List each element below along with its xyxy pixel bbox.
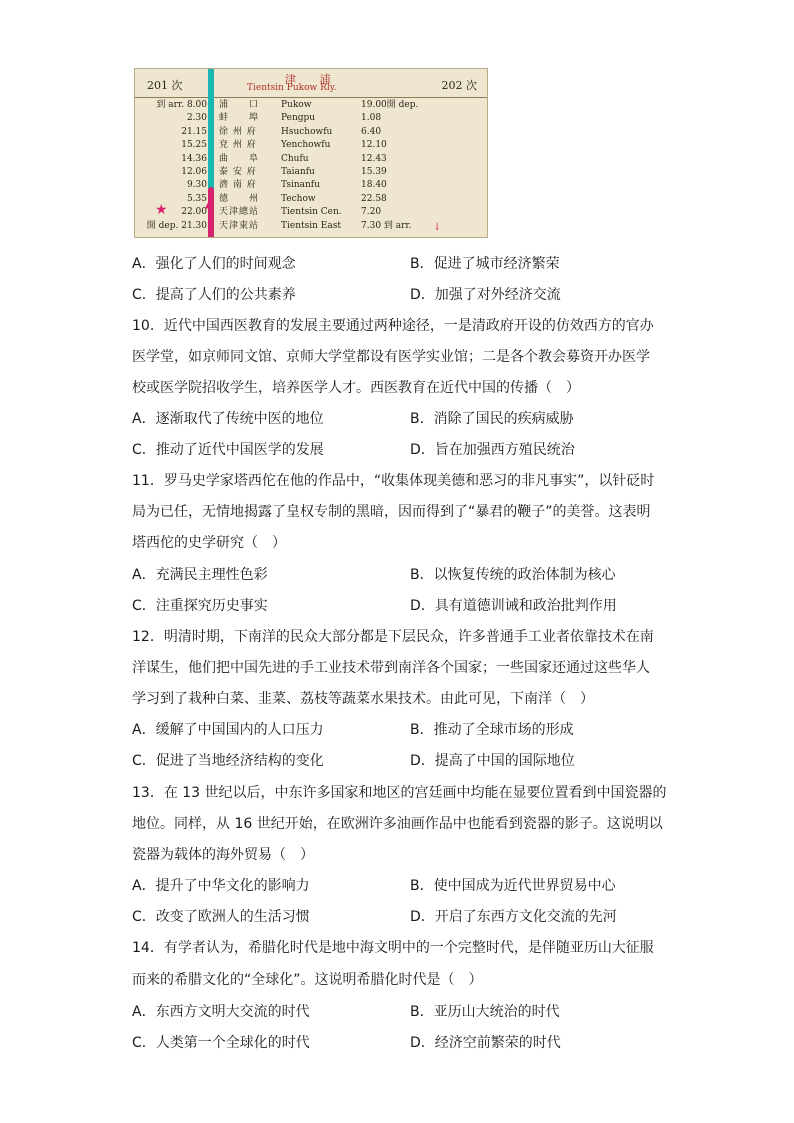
pink-route-marker [208, 187, 214, 238]
q10-stem-line1: 10．近代中国西医教育的发展主要通过两种途径，一是清政府开设的仿效西方的官办 [132, 318, 654, 334]
arrival-time: 9.30 [186, 180, 207, 191]
timetable-row [135, 126, 487, 139]
q11-stem-line2: 局为已任，无情地揭露了皇权专制的黑暗，因而得到了“暴君的鞭子”的美誉。这表明 [132, 504, 651, 520]
q13-option-c[interactable]: C．改变了欧洲人的生活习惯 [132, 909, 310, 925]
q14-stem-line1: 14．有学者认为，希腊化时代是地中海文明中的一个完整时代，是伴随亚历山大征服 [132, 940, 654, 956]
arrival-time: 14.36 [181, 153, 207, 164]
q13-stem-line1: 13．在 13 世纪以后，中东许多国家和地区的宫廷画中均能在显要位置看到中国瓷器的 [132, 785, 667, 801]
q11-option-c[interactable]: C．注重探究历史事实 [132, 598, 268, 614]
railway-timetable-image [134, 68, 488, 238]
arrival-time: 到 arr. 8.00 [156, 100, 207, 110]
departure-time: 12.43 [361, 153, 387, 164]
q12-option-b[interactable]: B．推动了全球市场的形成 [410, 722, 574, 738]
station-en: Techow [281, 193, 316, 204]
q11-option-a[interactable]: A．充满民主理性色彩 [132, 567, 268, 583]
q14-stem-line2: 而来的希腊文化的“全球化”。这说明希腊化时代是（ ） [132, 972, 483, 988]
q13-option-a[interactable]: A．提升了中华文化的影响力 [132, 878, 310, 894]
star-icon: ★ [155, 202, 168, 218]
q13-stem-line3: 瓷器为载体的海外贸易（ ） [132, 847, 314, 863]
departure-time: 15.39 [361, 166, 387, 177]
station-en: Taianfu [281, 166, 315, 177]
station-cn: 天津東站 [219, 220, 260, 231]
q10-option-d[interactable]: D．旨在加强西方殖民统治 [410, 442, 575, 458]
departure-time: 7.20 [361, 207, 382, 218]
arrow-down-icon: ↓ [433, 222, 442, 233]
departure-time: 19.00開 dep. [361, 100, 419, 110]
timetable-row [135, 166, 487, 179]
q13-stem-line2: 地位。同样，从 16 世纪开始，在欧洲许多油画作品中也能看到瓷器的影子。这说明以 [132, 816, 663, 832]
q11-option-d[interactable]: D．具有道德训诫和政治批判作用 [410, 598, 617, 614]
station-en: Pengpu [281, 113, 316, 124]
station-cn: 浦 口 [219, 100, 260, 110]
q12-option-c[interactable]: C．促进了当地经济结构的变化 [132, 753, 324, 769]
arrival-time: 5.35 [186, 193, 207, 204]
station-en: Tientsin East [281, 220, 341, 231]
q9-option-b[interactable]: B．促进了城市经济繁荣 [410, 256, 560, 272]
station-en: Chufu [281, 153, 309, 164]
departure-time: 7.30 到 arr. [361, 220, 412, 231]
timetable-row [135, 99, 487, 112]
station-en: Tsinanfu [281, 180, 320, 191]
station-cn: 徐 州 府 [219, 126, 257, 137]
station-cn: 泰 安 府 [219, 166, 257, 177]
station-en: Yenchowfu [281, 140, 331, 151]
station-cn: 曲 阜 [219, 153, 260, 164]
q10-option-c[interactable]: C．推动了近代中国医学的发展 [132, 442, 324, 458]
train-number-left: 201 次 [147, 79, 183, 92]
arrival-time: 15.25 [181, 140, 207, 151]
q11-stem-line1: 11．罗马史学家塔西佗在他的作品中，“收集体现美德和恶习的非凡事实”，以针砭时 [132, 473, 655, 489]
q11-option-b[interactable]: B．以恢复传统的政治体制为核心 [410, 567, 616, 583]
arrival-time: 21.15 [181, 126, 207, 137]
q12-stem-line3: 学习到了栽种白菜、韭菜、荔枝等蔬菜水果技术。由此可见，下南洋（ ） [132, 691, 594, 707]
timetable-row [135, 112, 487, 125]
q10-option-b[interactable]: B．消除了国民的疾病威胁 [410, 411, 574, 427]
q9-option-a[interactable]: A．强化了人们的时间观念 [132, 256, 296, 272]
train-number-right: 202 次 [441, 79, 477, 92]
timetable-row [135, 139, 487, 152]
arrival-time: 2.30 [186, 113, 207, 124]
q9-option-c[interactable]: C．提高了人们的公共素养 [132, 287, 296, 303]
timetable-row [135, 179, 487, 192]
station-cn: 濟 南 府 [219, 180, 257, 191]
q12-option-d[interactable]: D．提高了中国的国际地位 [410, 753, 575, 769]
departure-time: 1.08 [361, 113, 382, 124]
arrival-time: 22.00 [181, 207, 207, 218]
railway-name-cn: 津 浦 [285, 73, 341, 86]
q10-option-a[interactable]: A．逐渐取代了传统中医的地位 [132, 411, 324, 427]
railway-name-en: Tientsin Pukow Rly. [247, 83, 337, 93]
station-en: Pukow [281, 100, 312, 110]
departure-time: 18.40 [361, 180, 387, 191]
timetable-row [135, 193, 487, 206]
timetable-row [135, 153, 487, 166]
q13-option-b[interactable]: B．使中国成为近代世界贸易中心 [410, 878, 616, 894]
station-en: Tientsin Cen. [281, 207, 342, 218]
departure-time: 6.40 [361, 126, 382, 137]
q10-stem-line2: 医学堂，如京师同文馆、京师大学堂都设有医学实业馆；二是各个教会募资开办医学 [132, 349, 650, 365]
q11-stem-line3: 塔西佗的史学研究（ ） [132, 535, 286, 551]
arrival-time: 12.06 [181, 166, 207, 177]
departure-time: 12.10 [361, 140, 387, 151]
station-en: Hsuchowfu [281, 126, 333, 137]
station-cn: 兗 州 府 [219, 140, 257, 151]
q14-option-b[interactable]: B．亚历山大统治的时代 [410, 1004, 560, 1020]
q14-option-a[interactable]: A．东西方文明大交流的时代 [132, 1004, 310, 1020]
q9-option-d[interactable]: D．加强了对外经济交流 [410, 287, 561, 303]
arrow-up-icon: ▲ [205, 196, 215, 210]
q14-option-d[interactable]: D．经济空前繁荣的时代 [410, 1035, 561, 1051]
q12-option-a[interactable]: A．缓解了中国国内的人口压力 [132, 722, 324, 738]
timetable-header [135, 69, 487, 98]
arrival-time: 開 dep. 21.30 [146, 220, 207, 231]
timetable-rows [135, 99, 487, 233]
q13-option-d[interactable]: D．开启了东西方文化交流的先河 [410, 909, 617, 925]
q12-stem-line2: 洋谋生，他们把中国先进的手工业技术带到南洋各个国家；一些国家还通过这些华人 [132, 660, 650, 676]
departure-time: 22.58 [361, 193, 387, 204]
station-cn: 天津總站 [219, 207, 260, 218]
q14-option-c[interactable]: C．人类第一个全球化的时代 [132, 1035, 310, 1051]
q12-stem-line1: 12．明清时期，下南洋的民众大部分都是下层民众，许多普通手工业者依靠技术在南 [132, 629, 654, 645]
station-cn: 蚌 埠 [219, 113, 260, 124]
q10-stem-line3: 校或医学院招收学生，培养医学人才。西医教育在近代中国的传播（ ） [132, 380, 580, 396]
station-cn: 德 州 [219, 193, 260, 204]
timetable-row [135, 206, 487, 219]
